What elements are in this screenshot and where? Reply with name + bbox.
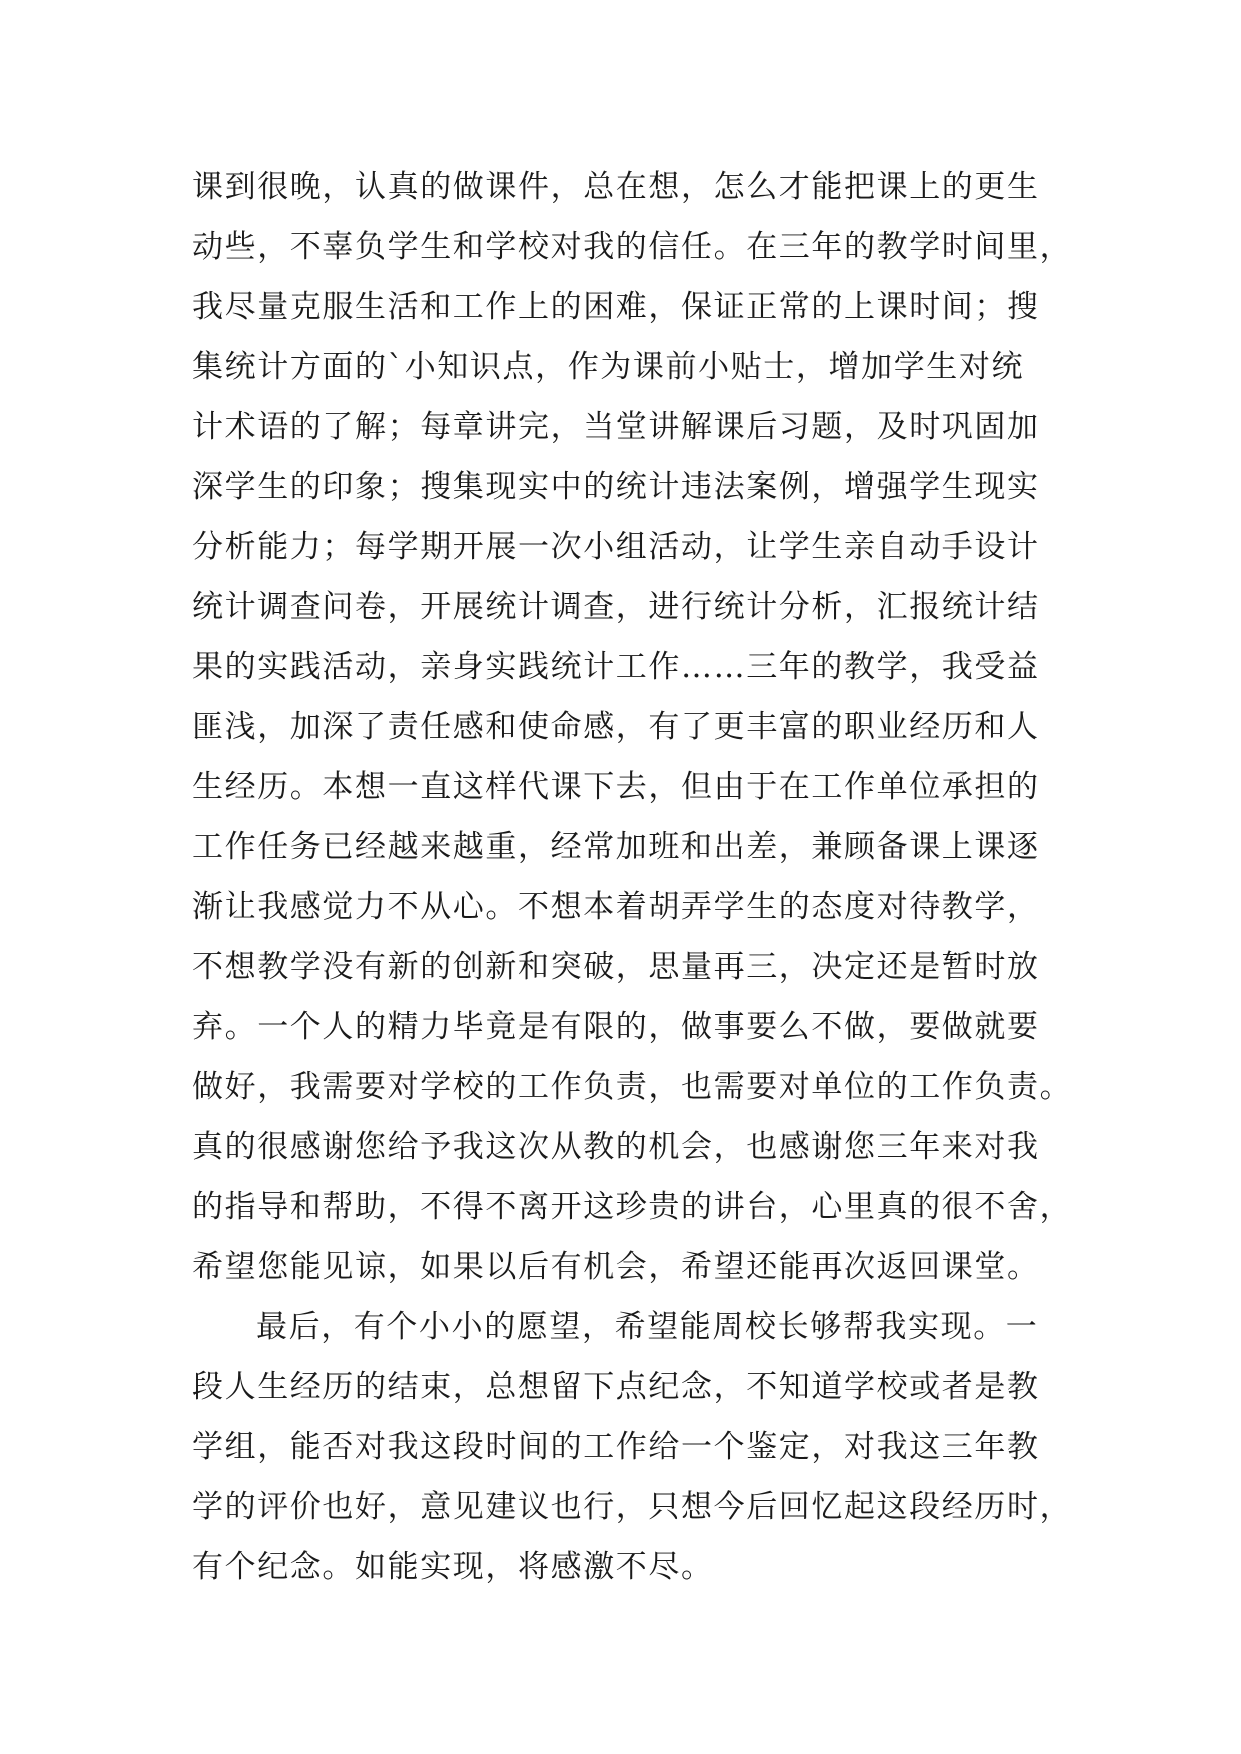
text-line: 的指导和帮助，不得不离开这珍贵的讲台，心里真的很不舍， xyxy=(192,1189,1073,1225)
text-line: 深学生的印象；搜集现实中的统计违法案例，增强学生现实 xyxy=(192,469,1040,505)
text-line: 做好，我需要对学校的工作负责，也需要对单位的工作负责。 xyxy=(192,1069,1073,1105)
text-line: 有个纪念。如能实现，将感激不尽。 xyxy=(192,1549,714,1585)
text-line: 段人生经历的结束，总想留下点纪念，不知道学校或者是教 xyxy=(192,1369,1040,1405)
text-line: 分析能力；每学期开展一次小组活动，让学生亲自动手设计 xyxy=(192,529,1040,565)
letter-body xyxy=(192,157,1073,1597)
text-line: 不想教学没有新的创新和突破，思量再三，决定还是暂时放 xyxy=(192,949,1040,985)
text-line: 工作任务已经越来越重，经常加班和出差，兼顾备课上课逐 xyxy=(192,829,1040,865)
text-line: 生经历。本想一直这样代课下去，但由于在工作单位承担的 xyxy=(192,769,1040,805)
text-line: 匪浅，加深了责任感和使命感，有了更丰富的职业经历和人 xyxy=(192,709,1040,745)
text-line: 集统计方面的`小知识点，作为课前小贴士，增加学生对统 xyxy=(192,349,1025,385)
text-line: 学组，能否对我这段时间的工作给一个鉴定，对我这三年教 xyxy=(192,1429,1040,1465)
text-line: 真的很感谢您给予我这次从教的机会，也感谢您三年来对我 xyxy=(192,1129,1040,1165)
paragraph-start-line: 最后，有个小小的愿望，希望能周校长够帮我实现。一 xyxy=(256,1309,1039,1345)
text-line: 课到很晚，认真的做课件，总在想，怎么才能把课上的更生 xyxy=(192,169,1040,205)
text-line: 学的评价也好，意见建议也行，只想今后回忆起这段经历时， xyxy=(192,1489,1073,1525)
text-line: 我尽量克服生活和工作上的困难，保证正常的上课时间；搜 xyxy=(192,289,1040,325)
text-line: 希望您能见谅，如果以后有机会，希望还能再次返回课堂。 xyxy=(192,1249,1040,1285)
text-line: 渐让我感觉力不从心。不想本着胡弄学生的态度对待教学， xyxy=(192,889,1040,925)
text-line: 果的实践活动，亲身实践统计工作……三年的教学，我受益 xyxy=(192,649,1040,685)
text-line: 动些，不辜负学生和学校对我的信任。在三年的教学时间里， xyxy=(192,229,1073,265)
text-line: 计术语的了解；每章讲完，当堂讲解课后习题，及时巩固加 xyxy=(192,409,1040,445)
text-line: 统计调查问卷，开展统计调查，进行统计分析，汇报统计结 xyxy=(192,589,1040,625)
text-line: 弃。一个人的精力毕竟是有限的，做事要么不做，要做就要 xyxy=(192,1009,1040,1045)
